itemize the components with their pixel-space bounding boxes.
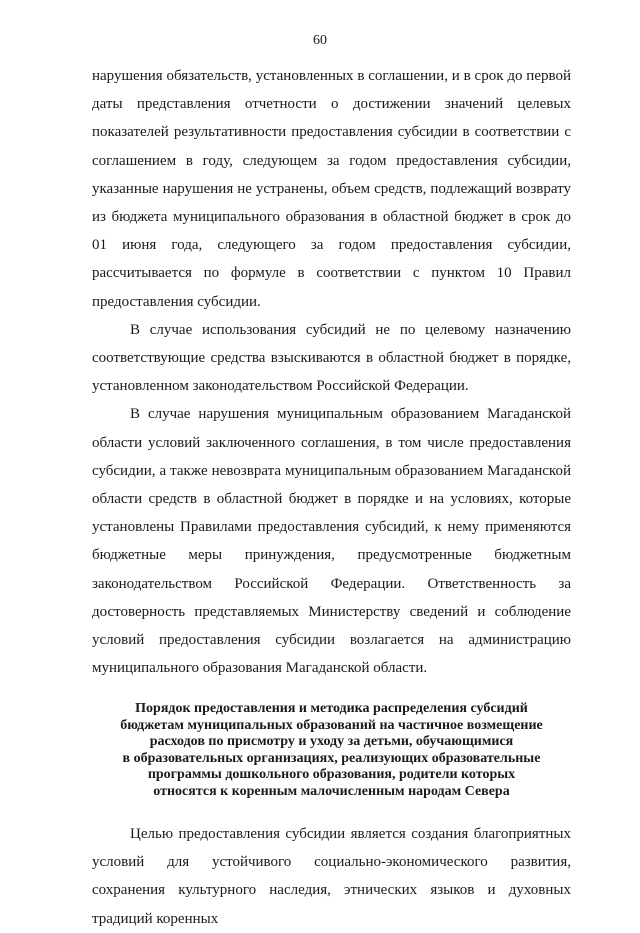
section-heading-line: в образовательных организациях, реализующих образовательные bbox=[122, 750, 541, 766]
section-heading-line: программы дошкольного образования, родители которых bbox=[147, 767, 516, 783]
section-heading-line: Порядок предоставления и методика распределения субсидий bbox=[135, 701, 528, 717]
section-heading-line: бюджетам муниципальных образований на частичное возмещение bbox=[120, 717, 543, 733]
paragraph-misuse: В случае использования субсидий не по целевому назначению соответствующие средства взыскиваются в областной бюджет в порядке, установленном законодательством Российской Федерации. bbox=[92, 321, 571, 395]
page-number: 60 bbox=[313, 33, 327, 48]
document-body bbox=[92, 62, 571, 933]
section-heading bbox=[92, 701, 571, 799]
paragraph-purpose: Целью предоставления субсидии является создания благоприятных условий для устойчивого социально-экономического развития, сохранения культурного наследия, этнических языков и духовных традиций коренных bbox=[92, 825, 571, 927]
section-heading-line: расходов по присмотру и уходу за детьми, обучающимися bbox=[149, 734, 514, 750]
paragraph-continuation: нарушения обязательств, установленных в соглашении, и в срок до первой даты представления отчетности о достижении значений целевых показателей результативности предоставления субсидии в соответствии с соглашением в году, следующем за годом предоставления субсидии, указанные нарушения не устранены, объем средств, подлежащий возврату из бюджета муниципального образования в областной бюджет в срок до 01 июня года, следующего за годом предоставления субсидии, рассчитывается по формуле в соответствии с пунктом 10 Правил предоставления субсидии. bbox=[92, 68, 571, 310]
section-heading-line: относятся к коренным малочисленным народам Севера bbox=[153, 783, 510, 799]
paragraph-violation: В случае нарушения муниципальным образованием Магаданской области условий заключенного соглашения, в том числе предоставления субсидии, а также невозврата муниципальным образованием Магаданской области средств в областной бюджет в порядке и на условиях, которые установлены Правилами предоставления субсидий, к нему применяются бюджетные меры принуждения, предусмотренные бюджетным законодательством Российской Федерации. Ответственность за достоверность представляемых Министерству сведений и соблюдение условий предоставления субсидии возлагается на администрацию муниципального образования Магаданской области. bbox=[92, 406, 571, 677]
